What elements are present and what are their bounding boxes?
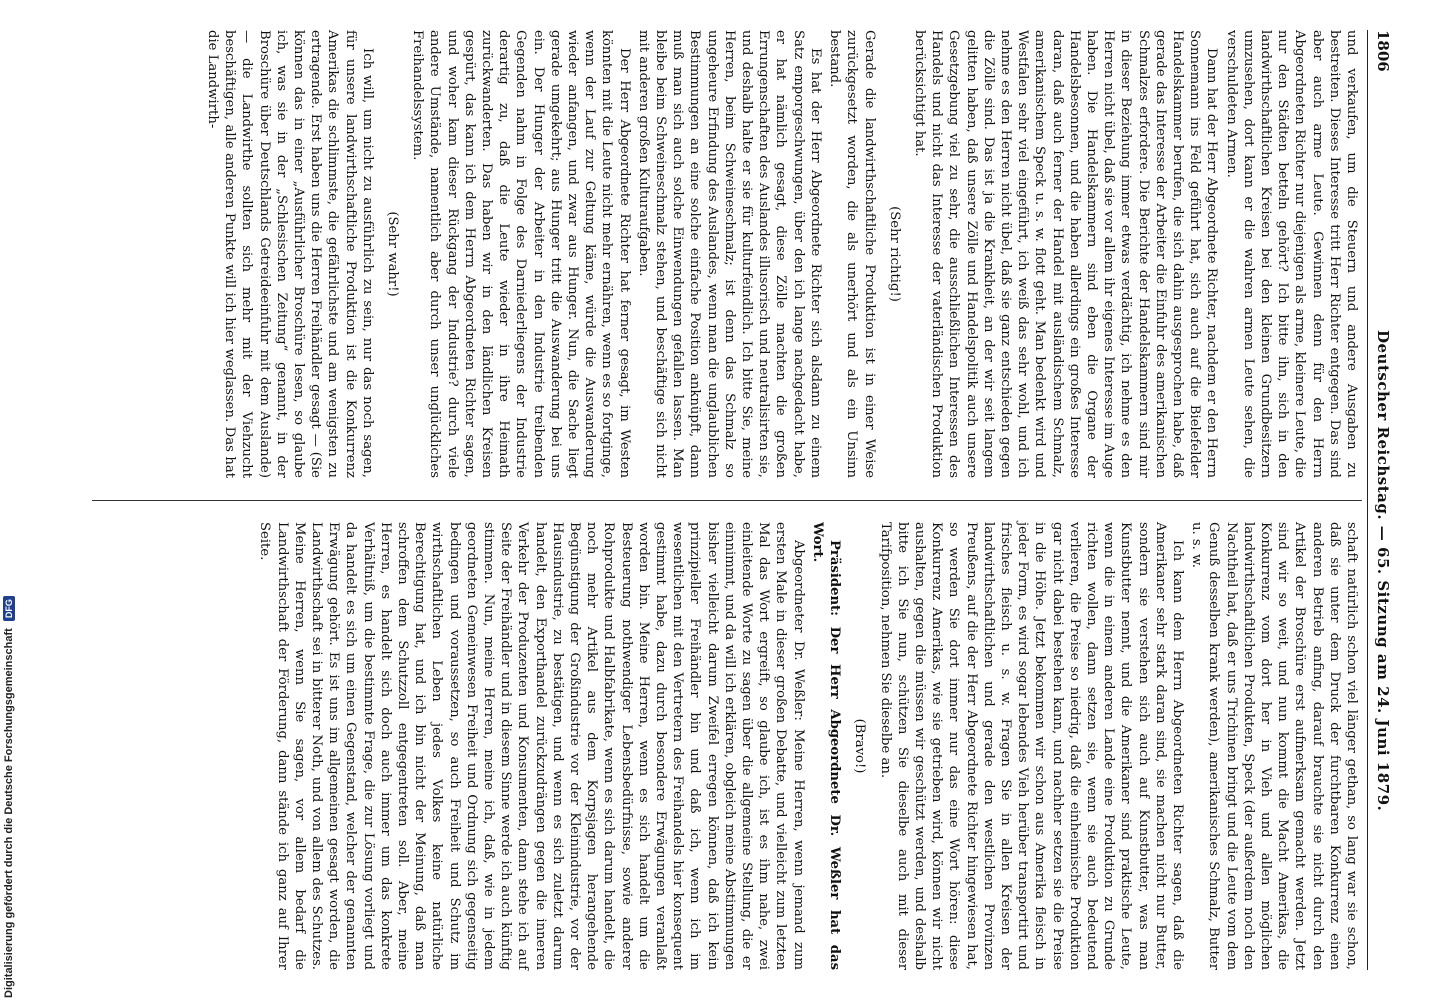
interjection: (Sehr wahr!) (385, 211, 401, 297)
paragraph: Der Herr Abgeordnete Richter hat ferner gesagt, im Westen könnten mit die Leute nicht mehr ernähren, wenn es so fortginge, wenn der Lauf zur Geltung käme, würde die Auswanderung wieder anfangen, und zwar aus Hunger. Nun, die Sache liegt gerade umgekehrt; aus Hunger tritt die Auswanderung bei uns ein. Der Hunger der Arbeiter in den Industrie treibenden Gegenden nahm in Folge des Darniederliegens der Industrie derartig zu, daß die Leute wieder in ihre Heimath zurückwanderten. Das haben wir in den ländlichen Kreisen gespürt, das kann ich dem Herrn Abgeordneten Richter sagen, und woher kam dieser Rückgang der Industrie? durch viele andere Umstände, namentlich aber durch unser unglückliches Freihandelssystem. (410, 30, 632, 478)
paragraph: Ich will, um nicht zu ausführlich zu sein, nur das noch sagen, für unsere landwirthschaftliche Produktion ist die Konkurrenz Amerikas die schlimmste, die gefährlichste und am wenigsten zu ertragende. Erst haben uns die Herren Freihändler gesagt — (Sie können das in einer „Ausführlicher Broschüre lesen, so glaube ich, was sie in der „Schlesischen Zeitung“ genannt, in der Broschüre über Deutschlands Getreideeinfuhr mit dem Auslande) — die Landwirthe sollten sich mehr mit der Viehzucht beschäftigen, alle anderen Punkte will ich hier weglassen. Das hat die Landwirth- (205, 30, 375, 478)
interjection: (Sehr richtig!) (886, 206, 902, 302)
digitization-note (3, 8, 19, 998)
text-column-right (254, 522, 1360, 970)
paragraph: Ich kann dem Herrn Abgeordneten Richter sagen, daß die Amerikaner sehr stark daran sind, sie machen nicht nur Butter, sondern sie verstehen sich auch auf Kunstbutter, was man Kunstbutter nennt, und die Amerikaner sind praktische Leute, wenn die in einem anderen Lande eine Produktion zu Grunde richten wollen, dann setzen sie, wenn sie auch bedeutend verlieren, die Preise so niedrig, daß die einheimische Produktion gar nicht dabei bestehen kann, und nachher setzen sie die Preise in die Höhe. Jetzt bekommen wir schon aus Amerika fleisch in jeder Form, es wird sogar lebendes Vieh herüber transportirt und frisches fleisch u. s. w. Fragen Sie in allen Kreisen der landwirthschaftlichen und gerade den westlichen Provinzen Preußens, auf die der Herr Abgeordnete Richter hingewiesen hat, so werden Sie dort immer nur das eine Wort hören: diese Konkurrenz Amerikas, wie sie getrieben wird, können wir nicht aushalten, gegen die müssen wir geschützt werden, und deshalb bitte ich Sie nun, schützen Sie dieselbe auch mit dieser Tarifposition, nehmen Sie dieselbe an. (877, 522, 1185, 970)
header-rule (1367, 30, 1368, 970)
paragraph: Abgeordneter Dr. Weßler: Meine Herren, wenn jemand zum ersten Male in dieser großen Debatte, und vielleicht zum letzten Mal das Wort ergreift, so glaube ich, ist es ihm nahe, zwei einleitende Worte zu sagen über die allgemeine Stellung, die er einnimmt, und da will ich erklären, obgleich meine Abstimmungen bisher vielleicht darum Zweifel erregen können, daß ich kein prinzipieller Freihändler bin und daß ich, wenn ich im wesentlichen mit den Vertretern des Freihandels hier konsequent gestimmt habe, dazu durch besondere Erwägungen veranlaßt worden bin. Meine Herren, wenn es sich handelt um die Besteuerung nothwendiger Lebensbedürfnisse, sowie anderer Rohprodukte und Halbfabrikate, wenn es sich darum handelt, die noch mehr Artikel aus dem Korpsjagen herangehende Begünstigung der Großindustrie vor der Kleinindustrie, vor der Hausindustrie, zu bestätigen, und wenn es sich zuletzt darum handelt, den Exporthandel zurückzudrängen gegen die inneren Verkehr der Produzenten und Konsumenten, dann stehe ich auf Seite der Freihändler und in diesem Sinne werde ich auch künftig stimmen. Nun, meine Herren, meine ich, daß, wie in jedem geordneten Gemeinwesen Freiheit und Ordnung sich gegenseitig bedingen und voraussetzen, so auch Freiheit und Schutz im wirthschaftlichen Leben jedes Volkes keine natürliche Berechtigung hat, und ich bin nicht der Meinung, daß man schroffen dem Schutzzoll entgegentreten soll. Aber, meine Herren, es handelt sich doch auch immer um das konkrete Verhältniß, um die bestimmte Frage, die zur Lösung vorliegt und da handelt es sich um einen Gegenstand, welcher der genannten Erwägung gehört. Es ist uns im allgemeinen gesagt worden, die Landwirthschaft sei in bitterer Noth, und von allem des Schutzes. Meine Herren, wenn Sie sagen, vor allem bedarf die Landwirthschaft der Förderung, dann stände ich ganz auf Ihrer Seite. (257, 522, 806, 970)
rotated-newspaper-page (92, 30, 1392, 970)
digitization-sidebar (0, 0, 24, 1000)
paragraph: Dann hat der Herr Abgeordnete Richter, nachdem er den Herrn Sonnemann ins Feld geführt hat, sich auch auf die Bielefelder Handelskammer berufen, die sich dahin ausgesprochen habe, daß gerade das Interesse der Arbeiter die Einfuhr des amerikanischen Schmalzes erfordere. Die Berichte der Handelskammern sind mir in dieser Beziehung immer etwas verdächtig, ich nehme es den Herren nicht übel, daß sie vor allem ihr eigenes Interesse im Auge haben. Die Handelskammern sind eben die Organe der Handelsbesonnen, und die haben allerdings ein großes Interesse daran, daß auch ferner der Handel mit ausländischem Schmalz, amerikanischem Speck u. s. w. flott geht. Man bedenkt wird und Westfalen sehr viel eingeführt, ich weiß das sehr wohl, und ich nehme es den Herren nicht übel, daß sie ganz entschieden gegen die Zölle sind. Das ist ja die Krankheit, an der wir seit langem gelitten haben, daß unsere Zölle und Handelspolitik auch unsere Gesetzgebung viel zu sehr, die ausschließlichen Interessen des Handels und nicht das Interesse der vaterländischen Produktion berücksichtigt hat. (911, 30, 1220, 478)
text-column-left (202, 30, 1360, 478)
dfg-logo-icon: DFG (3, 596, 15, 621)
page-title: Deutscher Reichstag. — 65. Sitzung am 24. Juni 1879. (1374, 330, 1392, 812)
paragraph: und verkaufen, um die Steuern und andere Ausgaben zu bestreiten. Dieses Interesse tritt Herr Richter entgegen. Das sind aber auch arme Leute. Gewinnen denn für den Herrn Abgeordneten Richter nur diejenigen als arme, kleinere Leute, die nur den Städten betteln gehört? Ich bitte ihn, sich in den landwirthschaftlichen Kreisen bei den kleinen Grundbesitzern umzusehen, dort kann er die wahren armen Leute sehen, die verschuldeten Armen. (1223, 30, 1359, 478)
paragraph: Es hat der Herr Abgeordnete Richter sich alsdann zu einem Satz emporgeschwungen, über den ich lange nachgedacht habe, er hat nämlich gesagt, diese Zölle machten die großen Errungenschaften des Auslandes illusorisch und neutralisirten sie, und deshalb halte er sie für kulturfeindlich. Ich bitte Sie, meine Herren, beim Schweineschmalz; ist denn das Schmalz so ungeheure Erfindung des Auslandes, wenn man die unglaublichen Bestimmungen an eine solche einfache Position anknüpft, dann muß man sich auch solche Einwendungen gefallen lassen. Man bleibe beim Schweineschmalz stehen, und beschäftige sich nicht mit anderen großen Kulturaufgaben. (635, 30, 823, 478)
page-number: 1806 (1374, 30, 1392, 72)
speaker-paragraph: Präsident: Der Herr Abgeordnete Dr. Weßler hat das Wort. (809, 522, 843, 970)
column-divider (92, 500, 1362, 501)
paragraph: schaft natürlich schon viel länger gethan, so lang war sie schon, daß sie unter dem Druck der furchtbaren Konkurrenz einen anderen Betrieb anfing, darauf brauchte sie nicht durch den Artikel der Broschüre erst aufmerksam gemacht werden. Jetzt sind wir so weit, und nun kommt die Macht Amerikas, die Konkurrenz vom dort her in Vieh und allen möglichen landwirthschaftlichen Produkten, Speck (der außerdem noch den Nachtheil hat, daß er uns Trichinen bringt und die Leute vom dem Genuß desselben krank werden), amerikanisches Schmalz, Butter u. s. w. (1189, 522, 1359, 970)
paragraph: Gerade die landwirthschaftliche Produktion ist in einer Weise zurückgesetzt worden, die als unerhört und als ein Unsinn bestand. (827, 30, 877, 478)
page-header (1370, 30, 1392, 970)
digitization-label: Digitalisierung gefördert durch die Deutsche Forschungsgemeinschaft (3, 628, 15, 998)
interjection: (Bravo!) (852, 718, 868, 774)
